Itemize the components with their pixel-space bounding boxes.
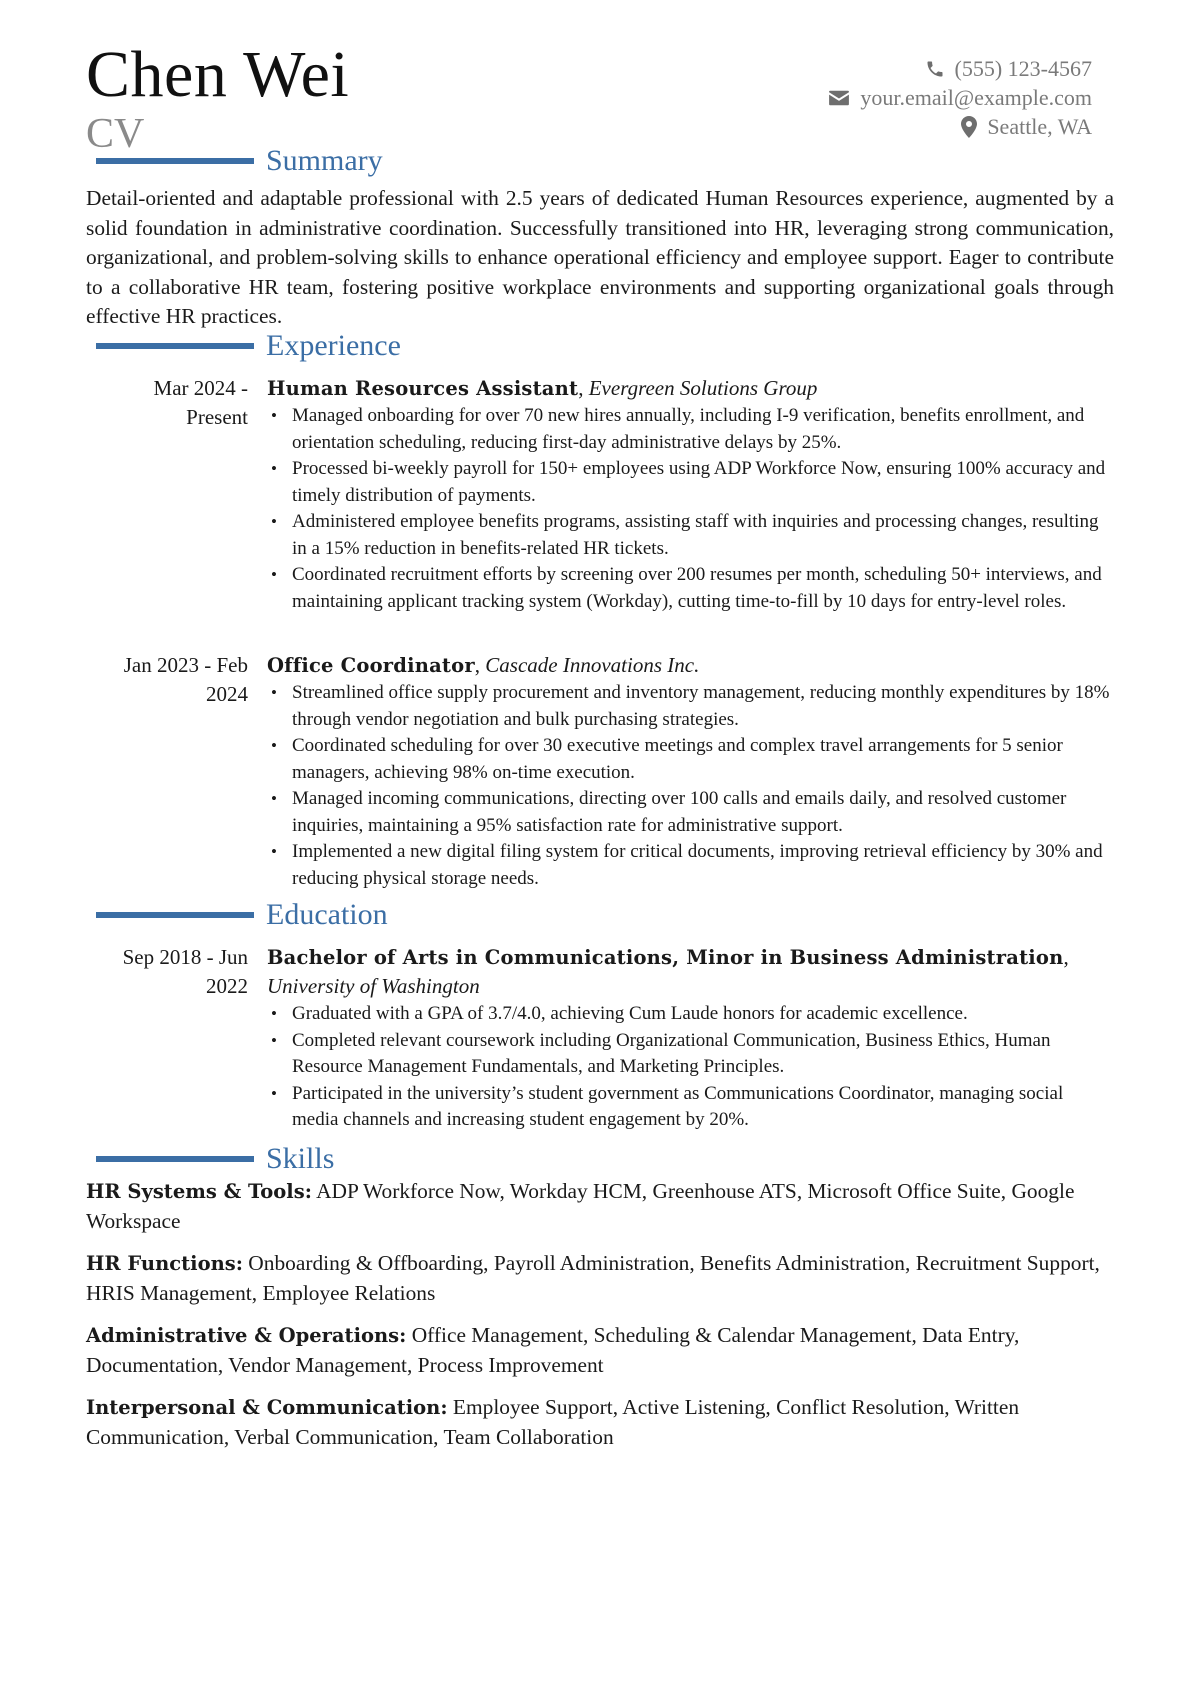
skills-title: Skills bbox=[266, 1142, 335, 1175]
job-role: Human Resources Assistant bbox=[267, 377, 579, 400]
date-start: Mar 2024 - bbox=[153, 376, 248, 400]
bullet-list bbox=[267, 680, 1114, 892]
entry-subheading bbox=[267, 972, 1114, 1001]
entry-heading: Human Resources Assistant, Evergreen Solutions Group bbox=[267, 376, 818, 400]
date-start: Jan 2023 - Feb bbox=[123, 653, 248, 677]
list-item: • Processed bi-weekly payroll for 150+ employees using ADP Workforce Now, ensuring 100% accuracy and timely distribution of payments. bbox=[267, 456, 1114, 509]
skill-label: Interpersonal & Communication: bbox=[86, 1396, 448, 1419]
experience-title: Experience bbox=[266, 329, 401, 362]
list-item: • Completed relevant coursework including Organizational Communication, Business Ethics, Human Resource Management Fundamentals, and Marketing Principles. bbox=[267, 1028, 1114, 1081]
entry-date bbox=[86, 651, 248, 709]
education-section-heading bbox=[96, 900, 388, 930]
skills-section-heading bbox=[96, 1144, 334, 1174]
list-item: • Managed onboarding for over 70 new hires annually, including I-9 verification, benefits enrollment, and orientation scheduling, reducing first-day administrative delays by 25%. bbox=[267, 403, 1114, 456]
school: University of Washington bbox=[267, 974, 480, 998]
list-item: • Administered employee benefits programs, assisting staff with inquiries and processing changes, resulting in a 15% reduction in benefits-related HR tickets. bbox=[267, 509, 1114, 562]
section-accent-bar bbox=[96, 1156, 254, 1162]
job-role: Office Coordinator bbox=[267, 654, 475, 677]
summary-title: Summary bbox=[266, 144, 383, 177]
list-item: • Managed incoming communications, directing over 100 calls and emails daily, and resolved customer inquiries, maintaining a 95% satisfaction rate for administrative support. bbox=[267, 786, 1114, 839]
map-marker-icon bbox=[961, 116, 977, 138]
skill-group bbox=[86, 1249, 1116, 1308]
email-address[interactable]: your.email@example.com bbox=[860, 85, 1092, 110]
phone-icon bbox=[925, 59, 945, 79]
skill-label: HR Systems & Tools: bbox=[86, 1180, 312, 1203]
skill-label: Administrative & Operations: bbox=[86, 1324, 407, 1347]
date-end: 2024 bbox=[206, 682, 248, 706]
summary-section-heading bbox=[96, 146, 383, 176]
summary-text: Detail-oriented and adaptable professional with 2.5 years of dedicated Human Resources experience, augmented by a solid foundation in administrative coordination. Successfully transitioned into HR, leveraging strong communication, organizational, and problem-solving skills to enhance operational efficiency and employee support. Eager to contribute to a collaborative HR team, fostering positive workplace environments and supporting organizational goals through effective HR practices. bbox=[86, 186, 1114, 329]
contact-email bbox=[828, 83, 1092, 112]
document-subtitle: CV bbox=[86, 111, 145, 157]
bullet-list bbox=[267, 1001, 1114, 1134]
skill-text: Employee Support, Active Listening, Conflict Resolution, Written Communication, Verbal Communication, Team Collaboration bbox=[86, 1395, 1020, 1449]
envelope-icon bbox=[828, 89, 850, 107]
phone-number: (555) 123-4567 bbox=[954, 56, 1092, 81]
date-end: 2022 bbox=[206, 974, 248, 998]
section-accent-bar bbox=[96, 158, 254, 164]
skill-text: Onboarding & Offboarding, Payroll Administration, Benefits Administration, Recruitment Support, HRIS Management, Employee Relations bbox=[86, 1251, 1100, 1305]
entry-heading: Bachelor of Arts in Communications, Minor in Business Administration, bbox=[267, 945, 1069, 969]
entry-body bbox=[267, 651, 1114, 892]
skill-text: ADP Workforce Now, Workday HCM, Greenhouse ATS, Microsoft Office Suite, Google Workspace bbox=[86, 1179, 1075, 1233]
job-org: Evergreen Solutions Group bbox=[588, 376, 818, 400]
entry-body bbox=[267, 374, 1114, 615]
skill-group bbox=[86, 1393, 1116, 1452]
contact-location bbox=[828, 112, 1092, 141]
skill-group bbox=[86, 1321, 1116, 1380]
entry-date bbox=[86, 374, 248, 432]
person-name: Chen Wei bbox=[86, 38, 350, 111]
skill-group bbox=[86, 1177, 1116, 1236]
list-item: • Graduated with a GPA of 3.7/4.0, achieving Cum Laude honors for academic excellence. bbox=[267, 1001, 1114, 1028]
entry-body bbox=[267, 943, 1114, 1134]
entry-heading: Office Coordinator, Cascade Innovations Inc. bbox=[267, 653, 700, 677]
list-item: • Coordinated scheduling for over 30 executive meetings and complex travel arrangements for 5 senior managers, achieving 98% on-time execution. bbox=[267, 733, 1114, 786]
list-item: • Coordinated recruitment efforts by screening over 200 resumes per month, scheduling 50+ interviews, and maintaining applicant tracking system (Workday), cutting time-to-fill by 10 days for entry-level roles. bbox=[267, 562, 1114, 615]
section-accent-bar bbox=[96, 343, 254, 349]
location-text: Seattle, WA bbox=[987, 114, 1092, 139]
date-end: Present bbox=[186, 405, 248, 429]
date-start: Sep 2018 - Jun bbox=[122, 945, 248, 969]
contact-phone bbox=[828, 54, 1092, 83]
skill-text: Office Management, Scheduling & Calendar Management, Data Entry, Documentation, Vendor Management, Process Improvement bbox=[86, 1323, 1020, 1377]
contact-block bbox=[828, 54, 1092, 141]
education-title: Education bbox=[266, 898, 388, 931]
list-item: • Streamlined office supply procurement and inventory management, reducing monthly expenditures by 18% through vendor negotiation and bulk purchasing strategies. bbox=[267, 680, 1114, 733]
degree: Bachelor of Arts in Communications, Minor in Business Administration bbox=[267, 946, 1064, 969]
bullet-list bbox=[267, 403, 1114, 615]
experience-section-heading bbox=[96, 331, 401, 361]
section-accent-bar bbox=[96, 912, 254, 918]
job-org: Cascade Innovations Inc. bbox=[485, 653, 700, 677]
list-item: • Implemented a new digital filing system for critical documents, improving retrieval efficiency by 30% and reducing physical storage needs. bbox=[267, 839, 1114, 892]
list-item: • Participated in the university’s student government as Communications Coordinator, managing social media channels and increasing student engagement by 20%. bbox=[267, 1081, 1114, 1134]
skill-label: HR Functions: bbox=[86, 1252, 243, 1275]
entry-date bbox=[86, 943, 248, 1001]
